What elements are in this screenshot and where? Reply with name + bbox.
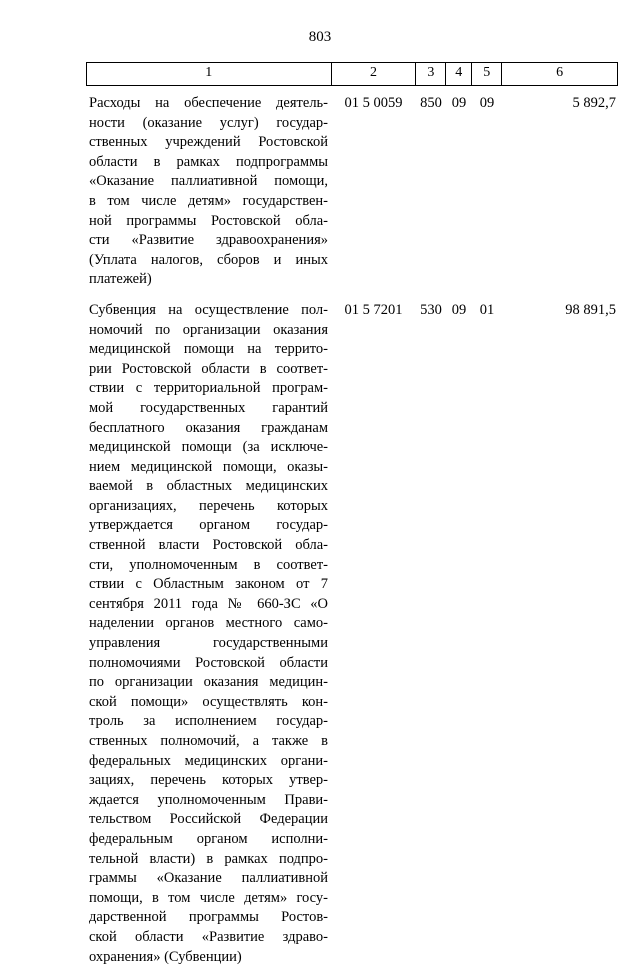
description-line: ской области «Развитие здраво- <box>89 928 328 945</box>
description-line: наделении органов местного само- <box>89 615 328 632</box>
header-col-5: 5 <box>472 63 502 85</box>
description-line: ности (оказание услуг) государ- <box>89 114 328 131</box>
description-line: Субвенция на осуществление пол- <box>89 301 328 318</box>
description-line: зациях, перечень которых утвер- <box>89 772 328 789</box>
row-expense-type: 850 <box>420 95 442 111</box>
description-line: ственных учреждений Ростовской <box>89 134 328 151</box>
description-line: граммы «Оказание паллиативной <box>89 870 328 887</box>
row-section: 09 <box>451 301 467 318</box>
description-line: ствии с Областным законом от 7 <box>89 576 328 593</box>
description-line: мой государственных гарантий <box>89 399 328 416</box>
row-subsection: 01 <box>479 301 495 318</box>
description-line: медицинской помощи на террито- <box>89 341 328 358</box>
row-amount: 98 891,5 <box>565 301 616 318</box>
description-line: платежей) <box>89 271 152 288</box>
header-col-2: 2 <box>332 63 417 85</box>
row-subsection: 09 <box>479 95 495 111</box>
description-line: (Уплата налогов, сборов и иных <box>89 251 328 268</box>
description-line: тельством Российской Федерации <box>89 811 328 828</box>
description-line: по организации оказания медицин- <box>89 674 328 691</box>
header-col-1: 1 <box>87 63 332 85</box>
description-line: области в рамках подпрограммы <box>89 153 328 170</box>
row-section: 09 <box>451 95 467 111</box>
description-line: троль за исполнением государ- <box>89 713 328 730</box>
description-line: ной программы Ростовской обла- <box>89 212 328 229</box>
description-line: ственной власти Ростовской обла- <box>89 537 328 554</box>
table-row <box>86 94 618 290</box>
header-col-3: 3 <box>416 63 446 85</box>
table-row <box>86 301 618 967</box>
row-description <box>86 301 331 967</box>
row-code: 01 5 0059 <box>344 95 403 111</box>
header-col-4: 4 <box>446 63 472 85</box>
description-line: номочий по организации оказания <box>89 321 328 338</box>
row-expense-type: 530 <box>420 301 442 318</box>
budget-table <box>86 62 618 967</box>
description-line: рии Ростовской области в соответ- <box>89 360 328 377</box>
description-line: охранения» (Субвенции) <box>89 948 242 965</box>
description-line: нием медицинской помощи, оказы- <box>89 458 328 475</box>
description-line: федеральным органом исполни- <box>89 830 328 847</box>
description-line: бесплатного оказания гражданам <box>89 419 328 436</box>
table-header-row <box>86 62 618 86</box>
description-line: помощи, в том числе детям» госу- <box>89 889 328 906</box>
description-line: медицинской помощи (за исключе- <box>89 439 328 456</box>
row-code: 01 5 7201 <box>344 301 403 318</box>
description-line: организациях, перечень которых <box>89 497 328 514</box>
description-line: «Оказание паллиативной помощи, <box>89 173 328 190</box>
description-line: полномочиями Ростовской области <box>89 654 328 671</box>
header-col-6: 6 <box>502 63 618 85</box>
description-line: сти «Развитие здравоохранения» <box>89 232 328 249</box>
description-line: утверждается органом государ- <box>89 517 328 534</box>
description-line: ской помощи» осуществлять кон- <box>89 693 328 710</box>
description-line: ваемой в областных медицинских <box>89 478 328 495</box>
description-line: тельной власти) в рамках подпро- <box>89 850 328 867</box>
description-line: управления государственными <box>89 635 328 652</box>
description-line: сти, уполномоченным в соответ- <box>89 556 328 573</box>
description-line: в том числе детям» государствен- <box>89 192 328 209</box>
row-amount: 5 892,7 <box>572 95 616 111</box>
description-line: дарственной программы Ростов- <box>89 909 328 926</box>
row-description <box>86 94 331 290</box>
description-line: ждается уполномоченным Прави- <box>89 791 328 808</box>
description-line: ствии с территориальной програм- <box>89 380 328 397</box>
description-line: Расходы на обеспечение деятель- <box>89 95 328 111</box>
description-line: сентября 2011 года № 660-ЗС «О <box>89 595 328 612</box>
page-number: 803 <box>308 29 332 45</box>
description-line: ственных полномочий, а также в <box>89 733 328 749</box>
description-line: федеральных медицинских органи- <box>89 752 328 769</box>
